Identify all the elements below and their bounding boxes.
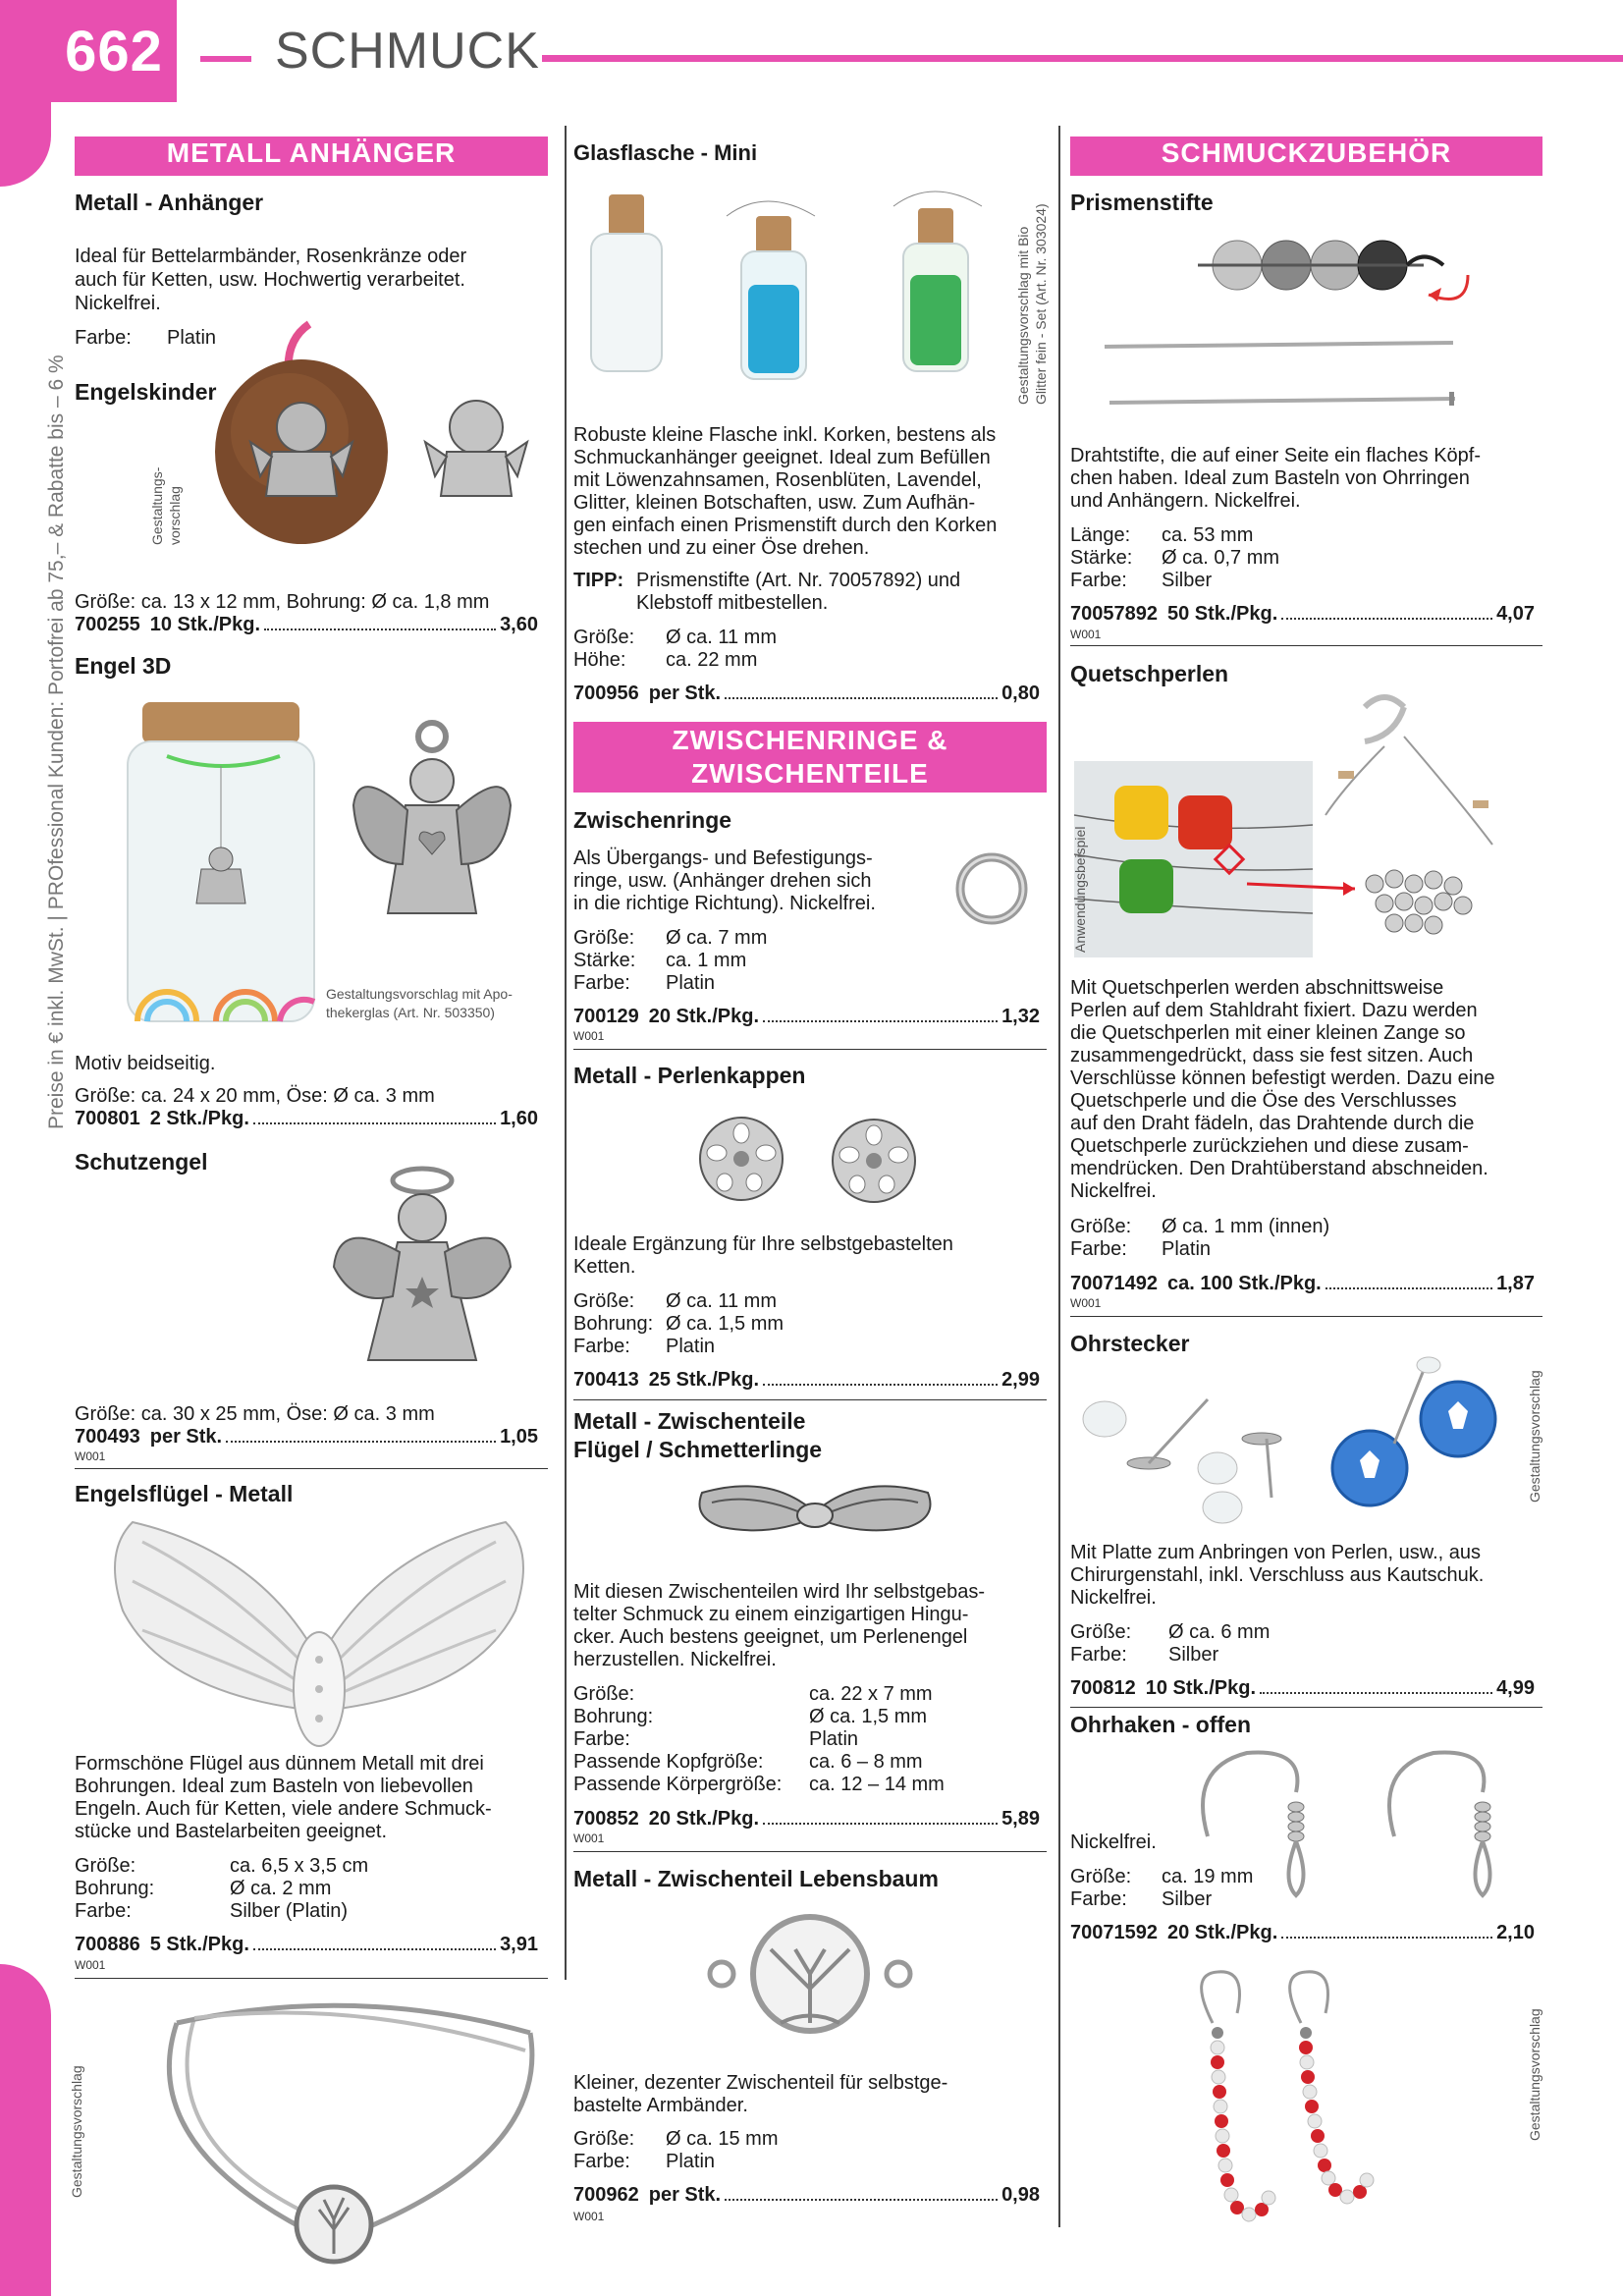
desc-line: auf den Draht fädeln, das Drahtende durch die bbox=[1070, 1113, 1475, 1134]
desc-line: Mit Platte zum Anbringen von Perlen, usw., aus bbox=[1070, 1542, 1481, 1563]
engel-3d-image bbox=[349, 717, 515, 943]
article-number: 70057892 bbox=[1070, 603, 1158, 625]
package-qty: 5 Stk./Pkg. bbox=[149, 1934, 249, 1955]
divider bbox=[573, 1049, 1047, 1050]
desc-line: Kleiner, dezenter Zwischenteil für selbstge- bbox=[573, 2072, 948, 2094]
ring-image bbox=[947, 845, 1036, 933]
spec-label: Bohrung: bbox=[573, 1313, 654, 1335]
package-qty: per Stk. bbox=[648, 683, 722, 704]
product-title-ohrhaken: Ohrhaken - offen bbox=[1070, 1712, 1252, 1737]
category-schmuckzubehoer: SCHMUCKZUBEHÖR bbox=[1070, 137, 1542, 176]
code-label: W001 bbox=[1070, 628, 1102, 641]
desc-line: Nickelfrei. bbox=[75, 293, 161, 314]
leader-dots bbox=[763, 1384, 998, 1386]
price: 3,91 bbox=[500, 1934, 538, 1955]
desc-line: Robuste kleine Flasche inkl. Korken, bestens als bbox=[573, 424, 997, 446]
tipp-label: TIPP: bbox=[573, 570, 624, 591]
spec-value: Ø ca. 11 mm bbox=[666, 1290, 777, 1312]
leader-dots bbox=[763, 1823, 998, 1825]
product-title-engelskinder: Engelskinder bbox=[75, 379, 217, 405]
category-line: ZWISCHENTEILE bbox=[691, 758, 929, 789]
package-qty: ca. 100 Stk./Pkg. bbox=[1166, 1273, 1322, 1294]
spec-label: Größe: bbox=[1070, 1866, 1132, 1887]
order-line bbox=[75, 614, 538, 636]
spec-label: Größe: bbox=[75, 1855, 136, 1877]
spec-label: Länge: bbox=[1070, 524, 1131, 546]
spec-label: Größe: bbox=[573, 927, 635, 949]
spec-value: ca. 19 mm bbox=[1162, 1866, 1254, 1887]
column-divider-1 bbox=[565, 126, 567, 1980]
order-line bbox=[573, 2184, 1040, 2207]
bracelet-image bbox=[137, 1994, 540, 2278]
desc-line: stücke und Bastelarbeiten geeignet. bbox=[75, 1821, 387, 1842]
left-tab-bottom bbox=[0, 1964, 51, 2296]
image-caption: Gestaltungsvorschlag mit Apo- bbox=[326, 986, 513, 1002]
order-line bbox=[573, 683, 1040, 705]
code-label: W001 bbox=[573, 1831, 605, 1845]
header-rule-left bbox=[200, 56, 251, 62]
image-caption: Anwendungsbeispiel bbox=[1072, 826, 1088, 953]
order-line bbox=[1070, 1677, 1535, 1700]
desc-line: mendrücken. Den Drahtüberstand abschneiden. bbox=[1070, 1158, 1488, 1179]
prismenstifte-image bbox=[1090, 231, 1551, 427]
product-title-perlenkappen: Metall - Perlenkappen bbox=[573, 1063, 806, 1088]
desc-line: Formschöne Flügel aus dünnem Metall mit drei bbox=[75, 1753, 484, 1775]
article-number: 70071492 bbox=[1070, 1273, 1158, 1294]
spec-value: Silber bbox=[1162, 1888, 1213, 1910]
spec-value: Platin bbox=[167, 327, 217, 349]
spec-label: Farbe: bbox=[75, 327, 132, 349]
divider bbox=[1070, 645, 1542, 646]
desc-line: chen haben. Ideal zum Basteln von Ohrringen bbox=[1070, 467, 1470, 489]
divider bbox=[75, 1468, 548, 1469]
product-title-zwischenteile: Metall - Zwischenteile bbox=[573, 1408, 806, 1434]
desc-line: Engeln. Auch für Ketten, viele andere Schmuck- bbox=[75, 1798, 492, 1820]
desc-line: stechen und zu einer Öse drehen. bbox=[573, 537, 870, 559]
spec-label: Farbe: bbox=[573, 2151, 630, 2172]
desc-line: gen einfach einen Prismenstift durch den Korken bbox=[573, 515, 998, 536]
package-qty: 2 Stk./Pkg. bbox=[149, 1108, 249, 1129]
spec-value: ca. 6,5 x 3,5 cm bbox=[230, 1855, 369, 1877]
spec-value: Silber (Platin) bbox=[230, 1900, 349, 1922]
spec-label: Farbe: bbox=[75, 1900, 132, 1922]
spec-value: ca. 6 – 8 mm bbox=[809, 1751, 923, 1773]
leader-dots bbox=[1325, 1287, 1492, 1289]
leader-dots bbox=[763, 1020, 998, 1022]
package-qty: 25 Stk./Pkg. bbox=[648, 1369, 760, 1391]
spec-label: Bohrung: bbox=[573, 1706, 654, 1727]
order-line bbox=[573, 1808, 1040, 1831]
leader-dots bbox=[725, 697, 998, 699]
spec-label: Bohrung: bbox=[75, 1878, 155, 1899]
spec-value: ca. 53 mm bbox=[1162, 524, 1254, 546]
product-title-lebensbaum: Metall - Zwischenteil Lebensbaum bbox=[573, 1866, 939, 1891]
desc-line: Ketten. bbox=[573, 1256, 636, 1278]
spec-label: Stärke: bbox=[1070, 547, 1133, 569]
desc-line: die Quetschperlen mit einer kleinen Zange so bbox=[1070, 1022, 1466, 1044]
code-label: W001 bbox=[573, 1029, 605, 1043]
spec-label: Passende Kopfgröße: bbox=[573, 1751, 764, 1773]
spec-label: Größe: bbox=[1070, 1216, 1132, 1237]
desc-line: Nickelfrei. bbox=[1070, 1831, 1157, 1853]
spec-value: Platin bbox=[666, 1336, 716, 1357]
page-number: 662 bbox=[51, 0, 177, 102]
package-qty: 10 Stk./Pkg. bbox=[149, 614, 261, 635]
leader-dots bbox=[226, 1441, 496, 1443]
tipp-text: Prismenstifte (Art. Nr. 70057892) und bbox=[636, 570, 961, 591]
ohrhaken-image bbox=[1188, 1738, 1522, 1915]
category-zwischenringe bbox=[573, 722, 1047, 793]
desc-line: Drahtstifte, die auf einer Seite ein flaches Köpf- bbox=[1070, 445, 1482, 466]
price: 3,60 bbox=[500, 614, 538, 635]
spec-line: Größe: ca. 13 x 12 mm, Bohrung: Ø ca. 1,8 mm bbox=[75, 591, 490, 613]
order-line bbox=[573, 1006, 1040, 1028]
spec-label: Farbe: bbox=[573, 972, 630, 994]
spec-line: Größe: ca. 30 x 25 mm, Öse: Ø ca. 3 mm bbox=[75, 1403, 435, 1425]
spec-value: Silber bbox=[1162, 570, 1213, 591]
price: 1,60 bbox=[500, 1108, 538, 1129]
code-label: W001 bbox=[573, 2210, 605, 2223]
spec-value: ca. 22 mm bbox=[666, 649, 758, 671]
spec-label: Farbe: bbox=[573, 1728, 630, 1750]
product-title-glasflasche: Glasflasche - Mini bbox=[573, 140, 758, 165]
package-qty: 50 Stk./Pkg. bbox=[1166, 603, 1278, 625]
desc-line: mit Löwenzahnsamen, Rosenblüten, Lavendel, bbox=[573, 469, 982, 491]
price: 1,32 bbox=[1001, 1006, 1040, 1027]
divider bbox=[573, 1399, 1047, 1400]
package-qty: 20 Stk./Pkg. bbox=[648, 1006, 760, 1027]
desc-line: Nickelfrei. bbox=[1070, 1587, 1157, 1609]
spec-label: Größe: bbox=[573, 2128, 635, 2150]
ohrstecker-image bbox=[1070, 1350, 1532, 1532]
spec-value: ca. 12 – 14 mm bbox=[809, 1774, 945, 1795]
desc-line: Schmuckanhänger geeignet. Ideal zum Befüllen bbox=[573, 447, 991, 468]
image-caption: Gestaltungsvorschlag bbox=[69, 2065, 84, 2198]
order-line bbox=[573, 1369, 1040, 1392]
desc-line: Verschlüsse können befestigt werden. Dazu eine bbox=[1070, 1067, 1495, 1089]
leader-dots bbox=[1281, 1937, 1492, 1939]
product-title-ohrstecker: Ohrstecker bbox=[1070, 1331, 1190, 1356]
spec-value: Ø ca. 1,5 mm bbox=[809, 1706, 928, 1727]
product-title-zwischenringe: Zwischenringe bbox=[573, 807, 732, 833]
leader-dots bbox=[725, 2199, 998, 2201]
order-line bbox=[1070, 603, 1535, 626]
schutzengel-image bbox=[329, 1159, 525, 1375]
spec-value: Silber bbox=[1168, 1644, 1219, 1666]
spec-value: Ø ca. 15 mm bbox=[666, 2128, 779, 2150]
order-line bbox=[1070, 1922, 1535, 1944]
product-title-engel-3d: Engel 3D bbox=[75, 653, 172, 679]
order-line bbox=[75, 1108, 538, 1130]
spec-value: Ø ca. 2 mm bbox=[230, 1878, 332, 1899]
desc-line: telter Schmuck zu einem einzigartigen Hingu- bbox=[573, 1604, 969, 1625]
image-caption: vorschlag bbox=[167, 486, 183, 545]
image-caption: Gestaltungsvorschlag bbox=[1527, 2008, 1542, 2141]
spec-label: Größe: bbox=[573, 1683, 635, 1705]
side-price-note: Preise in € inkl. MwSt. | PROfessional Kunden: Portofrei ab 75,– & Rabatte bis – 6 % bbox=[45, 355, 68, 1129]
article-number: 700886 bbox=[75, 1934, 140, 1955]
desc-line: Quetschperle und die Öse des Verschlusses bbox=[1070, 1090, 1457, 1112]
category-line: ZWISCHENRINGE & bbox=[672, 725, 948, 755]
leader-dots bbox=[264, 629, 496, 630]
product-title-zwischenteile-sub: Flügel / Schmetterlinge bbox=[573, 1437, 823, 1462]
desc-line: Ideal für Bettelarmbänder, Rosenkränze oder bbox=[75, 246, 467, 267]
desc-line: Glitter, kleinen Botschaften, usw. Zum Aufhän- bbox=[573, 492, 976, 514]
desc-line: bastelte Armbänder. bbox=[573, 2095, 748, 2116]
product-title-quetschperlen: Quetschperlen bbox=[1070, 661, 1229, 686]
article-number: 700852 bbox=[573, 1808, 639, 1830]
spec-label: Passende Körpergröße: bbox=[573, 1774, 783, 1795]
spec-value: ca. 1 mm bbox=[666, 950, 747, 971]
desc-line: ringe, usw. (Anhänger drehen sich bbox=[573, 870, 872, 892]
earrings-example-image bbox=[1178, 1964, 1424, 2278]
price: 4,07 bbox=[1496, 603, 1535, 625]
code-label: W001 bbox=[75, 1449, 106, 1463]
article-number: 700812 bbox=[1070, 1677, 1136, 1699]
divider bbox=[1070, 1316, 1542, 1317]
spec-label: Größe: bbox=[1070, 1621, 1132, 1643]
spec-label: Farbe: bbox=[1070, 1644, 1127, 1666]
desc-line: herzustellen. Nickelfrei. bbox=[573, 1649, 777, 1670]
spec-label: Größe: bbox=[573, 1290, 635, 1312]
leader-dots bbox=[253, 1948, 496, 1950]
spec-value: ca. 22 x 7 mm bbox=[809, 1683, 933, 1705]
price: 5,89 bbox=[1001, 1808, 1040, 1830]
article-number: 700801 bbox=[75, 1108, 140, 1129]
price: 0,98 bbox=[1001, 2184, 1040, 2206]
desc-line: zusammengedrückt, dass sie fest sitzen. Auch bbox=[1070, 1045, 1474, 1066]
product-title-schutzengel: Schutzengel bbox=[75, 1149, 208, 1175]
divider bbox=[573, 1851, 1047, 1852]
price: 0,80 bbox=[1001, 683, 1040, 704]
spec-label: Farbe: bbox=[1070, 570, 1127, 591]
article-number: 70071592 bbox=[1070, 1922, 1158, 1943]
desc-line: Perlen auf dem Stahldraht fixiert. Dazu werden bbox=[1070, 1000, 1478, 1021]
spec-label: Farbe: bbox=[1070, 1238, 1127, 1260]
package-qty: 20 Stk./Pkg. bbox=[1166, 1922, 1278, 1943]
order-line bbox=[75, 1426, 538, 1449]
order-line bbox=[75, 1934, 538, 1956]
spec-label: Farbe: bbox=[573, 1336, 630, 1357]
price: 1,87 bbox=[1496, 1273, 1535, 1294]
spec-value: Platin bbox=[1162, 1238, 1212, 1260]
spec-value: Ø ca. 1 mm (innen) bbox=[1162, 1216, 1330, 1237]
zwischenteile-image bbox=[692, 1478, 938, 1547]
desc-line: Bohrungen. Ideal zum Basteln von liebevollen bbox=[75, 1776, 473, 1797]
spec-value: Ø ca. 6 mm bbox=[1168, 1621, 1271, 1643]
price: 1,05 bbox=[500, 1426, 538, 1448]
spec-value: Platin bbox=[666, 2151, 716, 2172]
product-title-prismenstifte: Prismenstifte bbox=[1070, 190, 1214, 215]
spec-value: Ø ca. 0,7 mm bbox=[1162, 547, 1280, 569]
quetschperlen-image bbox=[1070, 687, 1532, 982]
order-line bbox=[1070, 1273, 1535, 1295]
engelskinder-image bbox=[211, 314, 535, 570]
desc-line: cker. Auch bestens geeignet, um Perlenengel bbox=[573, 1626, 968, 1648]
divider bbox=[1070, 1707, 1542, 1708]
image-caption: Glitter fein - Set (Art. Nr. 303024) bbox=[1033, 203, 1049, 405]
desc-line: Motiv beidseitig. bbox=[75, 1053, 216, 1074]
product-title-metall-anhaenger: Metall - Anhänger bbox=[75, 190, 264, 215]
spec-line: Größe: ca. 24 x 20 mm, Öse: Ø ca. 3 mm bbox=[75, 1085, 435, 1107]
column-divider-2 bbox=[1058, 126, 1060, 2227]
image-caption: Gestaltungsvorschlag mit Bio bbox=[1015, 226, 1031, 405]
package-qty: per Stk. bbox=[149, 1426, 223, 1448]
article-number: 700493 bbox=[75, 1426, 140, 1448]
leader-dots bbox=[253, 1122, 496, 1124]
category-metall-anhaenger: METALL ANHÄNGER bbox=[75, 137, 548, 176]
spec-value: Platin bbox=[809, 1728, 859, 1750]
desc-line: Ideale Ergänzung für Ihre selbstgebastelten bbox=[573, 1233, 953, 1255]
desc-line: und Anhängern. Nickelfrei. bbox=[1070, 490, 1301, 512]
price: 4,99 bbox=[1496, 1677, 1535, 1699]
desc-line: Als Übergangs- und Befestigungs- bbox=[573, 847, 873, 869]
price: 2,10 bbox=[1496, 1922, 1535, 1943]
code-label: W001 bbox=[1070, 1296, 1102, 1310]
spec-value: Ø ca. 7 mm bbox=[666, 927, 768, 949]
image-caption: Gestaltungsvorschlag bbox=[1527, 1370, 1542, 1503]
spec-value: Ø ca. 1,5 mm bbox=[666, 1313, 784, 1335]
spec-value: Ø ca. 11 mm bbox=[666, 627, 777, 648]
header-rule-right bbox=[542, 55, 1623, 62]
desc-line: in die richtige Richtung). Nickelfrei. bbox=[573, 893, 876, 914]
spec-label: Größe: bbox=[573, 627, 635, 648]
desc-line: Mit diesen Zwischenteilen wird Ihr selbstgebas- bbox=[573, 1581, 986, 1603]
price: 2,99 bbox=[1001, 1369, 1040, 1391]
glasflasche-image bbox=[579, 177, 1031, 408]
code-label: W001 bbox=[75, 1958, 106, 1972]
apothecary-jar-image bbox=[108, 702, 334, 1026]
perlenkappen-image bbox=[687, 1110, 943, 1218]
spec-label: Höhe: bbox=[573, 649, 626, 671]
article-number: 700962 bbox=[573, 2184, 639, 2206]
lebensbaum-image bbox=[702, 1910, 918, 2038]
package-qty: 10 Stk./Pkg. bbox=[1145, 1677, 1257, 1699]
leader-dots bbox=[1260, 1692, 1492, 1694]
article-number: 700255 bbox=[75, 614, 140, 635]
desc-line: Nickelfrei. bbox=[1070, 1180, 1157, 1202]
article-number: 700956 bbox=[573, 683, 639, 704]
article-number: 700129 bbox=[573, 1006, 639, 1027]
desc-line: Quetschperle zurückziehen und diese zusam- bbox=[1070, 1135, 1469, 1157]
engelsfluegel-image bbox=[103, 1512, 535, 1758]
spec-label: Farbe: bbox=[1070, 1888, 1127, 1910]
spec-label: Stärke: bbox=[573, 950, 636, 971]
package-qty: per Stk. bbox=[648, 2184, 722, 2206]
divider bbox=[75, 1978, 548, 1979]
image-caption: Gestaltungs- bbox=[149, 466, 165, 545]
tipp-text: Klebstoff mitbestellen. bbox=[636, 592, 829, 614]
image-caption: thekerglas (Art. Nr. 503350) bbox=[326, 1005, 495, 1020]
article-number: 700413 bbox=[573, 1369, 639, 1391]
product-title-engelsfluegel: Engelsflügel - Metall bbox=[75, 1481, 294, 1506]
package-qty: 20 Stk./Pkg. bbox=[648, 1808, 760, 1830]
desc-line: auch für Ketten, usw. Hochwertig verarbeitet. bbox=[75, 269, 465, 291]
desc-line: Mit Quetschperlen werden abschnittsweise bbox=[1070, 977, 1444, 999]
page-title: SCHMUCK bbox=[275, 23, 540, 80]
leader-dots bbox=[1281, 618, 1492, 620]
left-tab bbox=[0, 0, 51, 187]
spec-value: Platin bbox=[666, 972, 716, 994]
desc-line: Chirurgenstahl, inkl. Verschluss aus Kautschuk. bbox=[1070, 1564, 1485, 1586]
